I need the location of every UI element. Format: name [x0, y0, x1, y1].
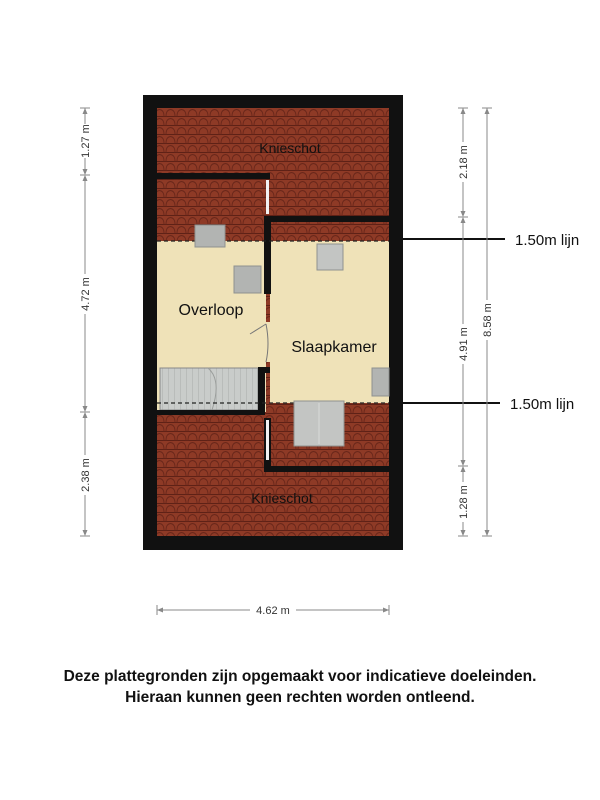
disclaimer-line-2: Hieraan kunnen geen rechten worden ontleend. [125, 689, 475, 706]
disclaimer-line-1: Deze plattegronden zijn opgemaakt voor indicatieve doeleinden. [63, 668, 537, 685]
dim-right-inner-top: 2.18 m [458, 145, 470, 179]
label-knieschot-bottom: Knieschot [251, 490, 313, 506]
label-slaapkamer: Slaapkamer [291, 339, 377, 356]
dim-left-middle: 4.72 m [80, 277, 92, 311]
dim-left-bottom: 2.38 m [80, 458, 92, 492]
label-height-line-upper: 1.50m lijn [515, 232, 580, 249]
label-knieschot-top: Knieschot [259, 140, 321, 156]
label-overloop: Overloop [178, 302, 244, 319]
staircase [160, 368, 258, 410]
skylight-slaapkamer [317, 244, 343, 270]
dim-right-inner-middle: 4.91 m [458, 327, 470, 361]
skylight-overloop-top [195, 225, 225, 247]
dim-bottom-width: 4.62 m [256, 605, 290, 617]
object-slaapkamer-right [372, 368, 389, 396]
wall-window-bottom [266, 420, 269, 460]
dim-right-inner-bottom: 1.28 m [458, 485, 470, 519]
wall-window-top [266, 180, 269, 214]
chimney-overloop [234, 266, 261, 293]
dim-right-outer: 8.58 m [482, 303, 494, 337]
label-height-line-lower: 1.50m lijn [510, 396, 575, 413]
dim-left-top: 1.27 m [80, 124, 92, 158]
disclaimer [0, 666, 600, 708]
